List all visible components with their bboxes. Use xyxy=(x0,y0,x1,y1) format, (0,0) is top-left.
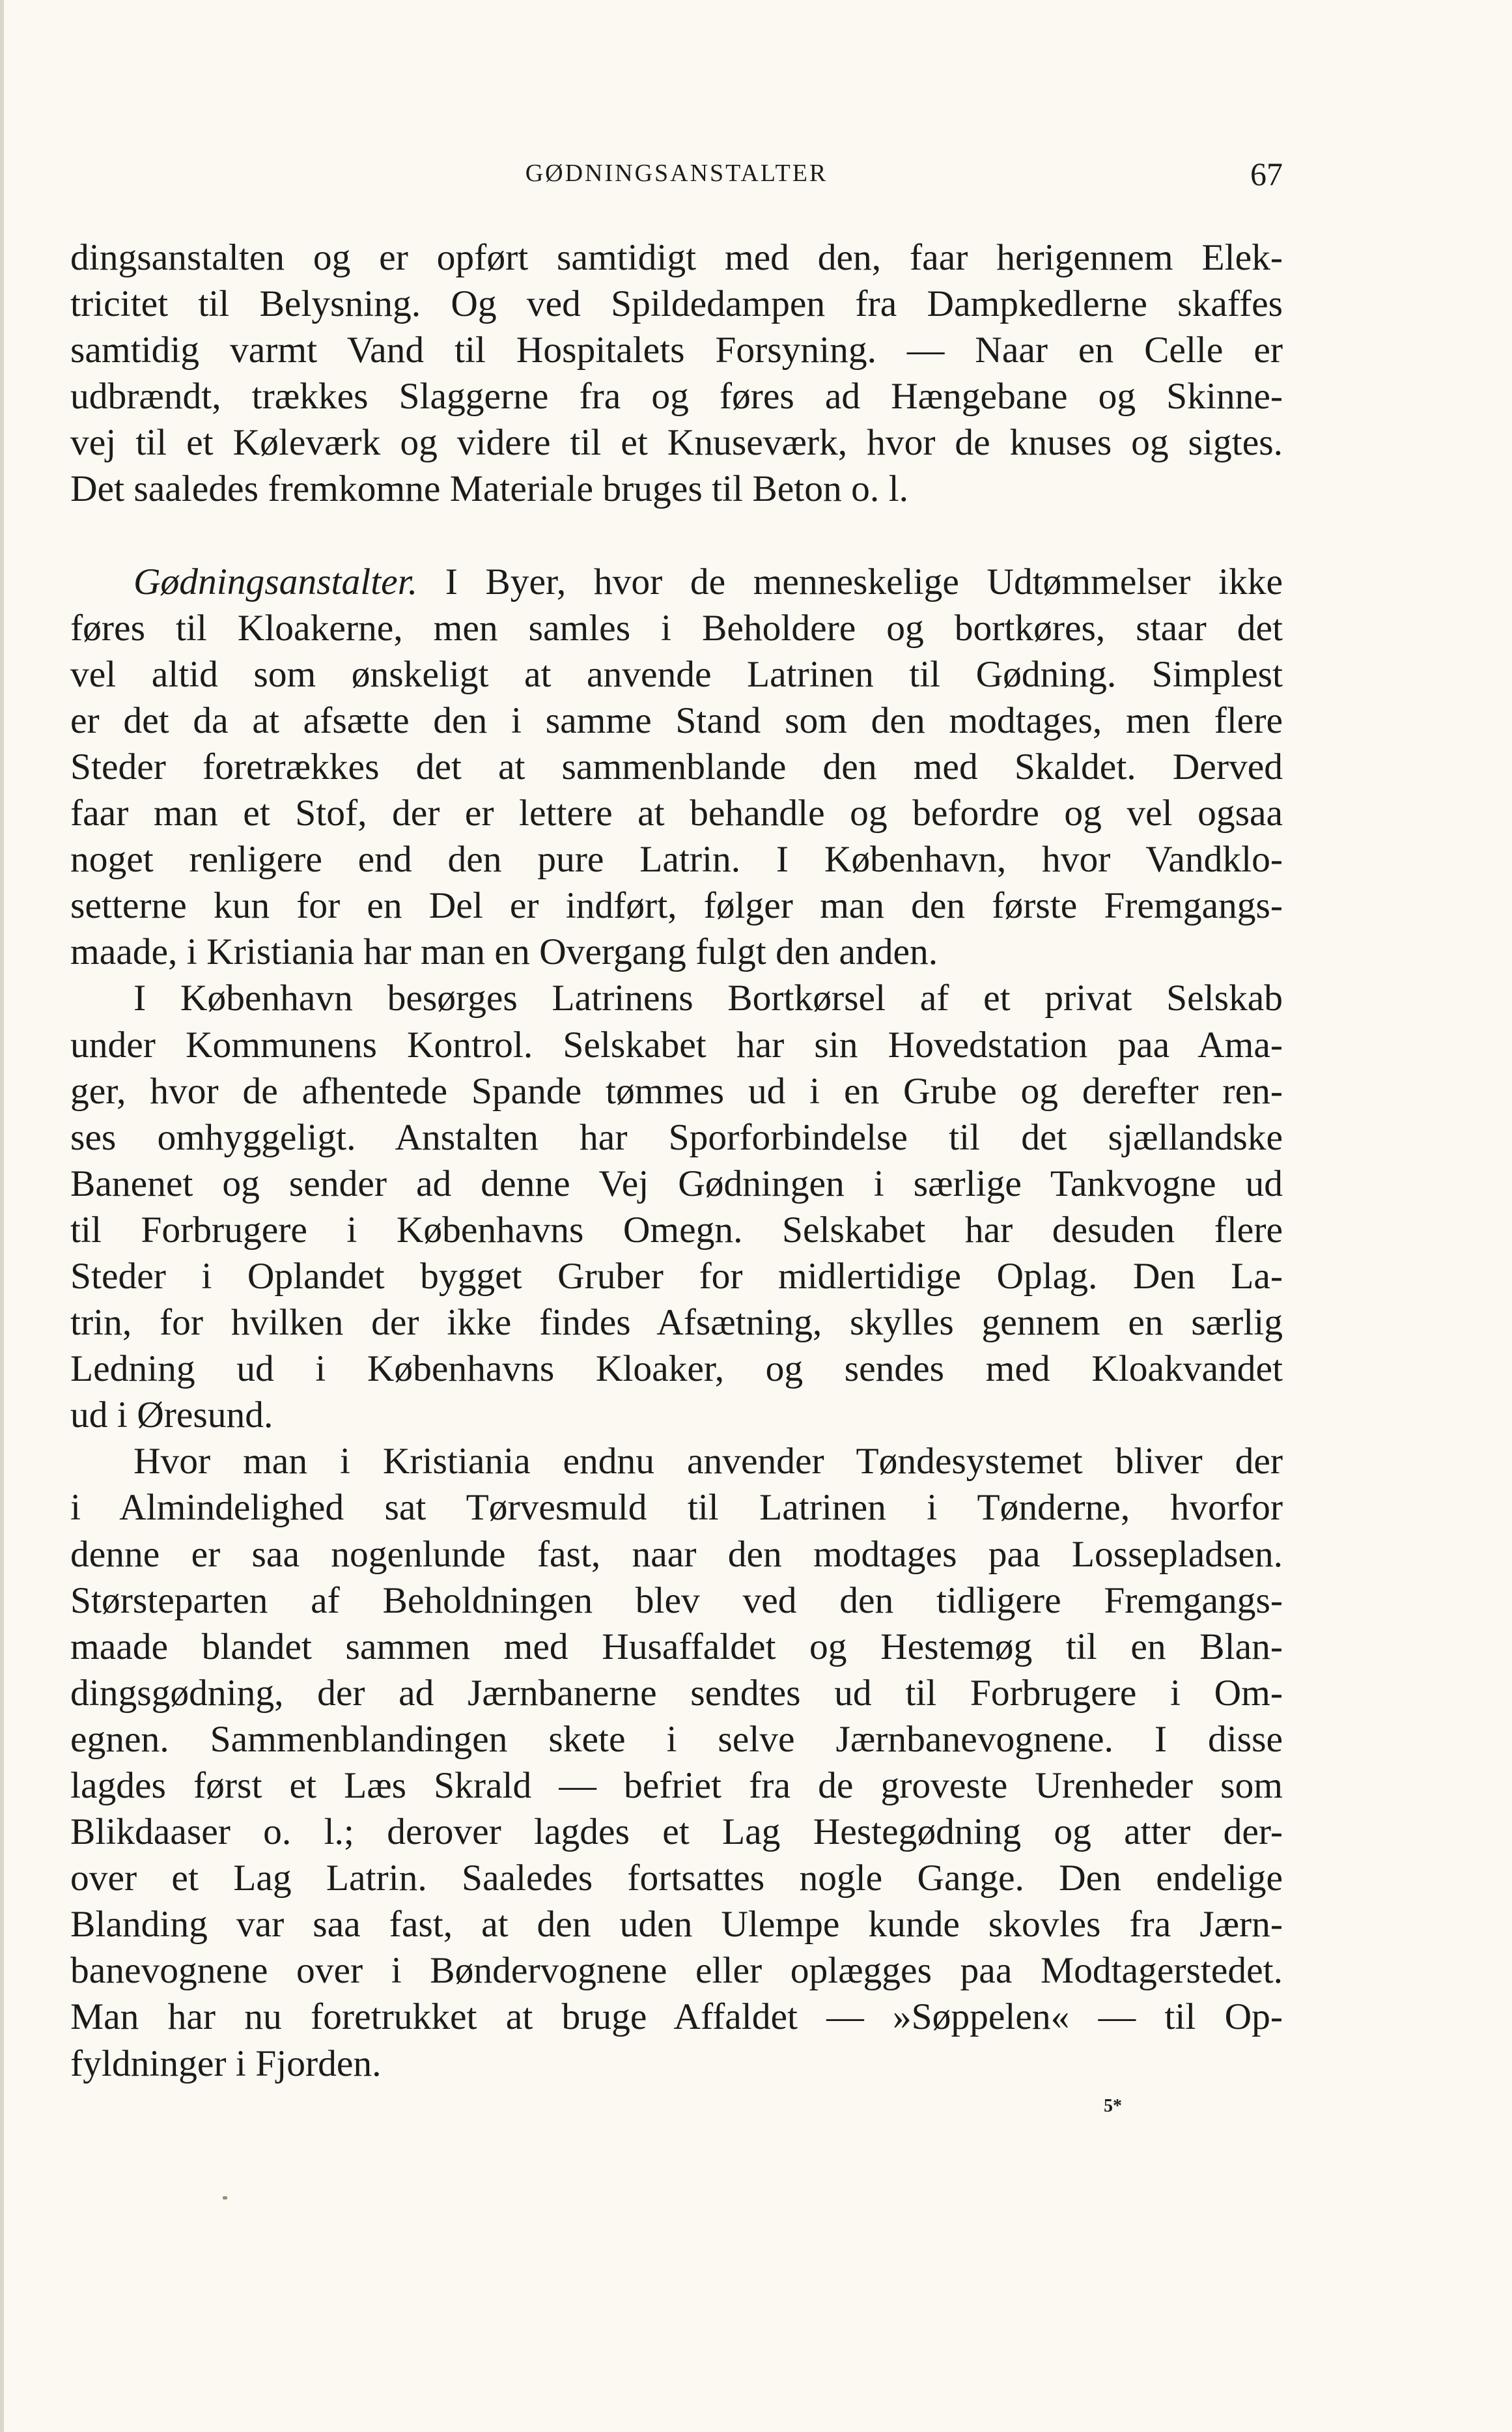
text-line: over et Lag Latrin. Saaledes fortsattes nogle Gange. Den endelige xyxy=(70,1858,1283,1899)
signature-mark: 5* xyxy=(1104,2096,1122,2116)
text-line: er det da at afsætte den i samme Stand som den modtages, men flere xyxy=(70,700,1283,741)
section-heading: Gødningsanstalter. xyxy=(133,561,418,602)
page-number: 67 xyxy=(1250,156,1283,192)
paper-speck xyxy=(223,2196,227,2199)
text-line: noget renligere end den pure Latrin. I København, hvor Vandklo- xyxy=(70,839,1283,881)
text-line: maade, i Kristiania har man en Overgang fulgt den anden. xyxy=(70,931,938,973)
text-line: Banenet og sender ad denne Vej Gødningen i særlige Tankvogne ud xyxy=(70,1163,1283,1204)
text-line: lagdes først et Læs Skrald — befriet fra de groveste Urenheder som xyxy=(70,1765,1283,1806)
text-line: Steder i Oplandet bygget Gruber for midlertidige Oplag. Den La- xyxy=(70,1255,1283,1297)
text-line: faar man et Stof, der er lettere at behandle og befordre og vel ogsaa xyxy=(70,793,1283,834)
text-line: i Almindelighed sat Tørvesmuld til Latrinen i Tønderne, hvorfor xyxy=(70,1487,1283,1529)
text-line: I København besørges Latrinens Bortkørsel af et privat Selskab xyxy=(133,978,1283,1019)
text-line-rest: I Byer, hvor de menneskelige Udtømmelser ikke xyxy=(445,561,1283,602)
text-line: under Kommunens Kontrol. Selskabet har sin Hovedstation paa Ama- xyxy=(70,1024,1283,1066)
text-line: Størsteparten af Beholdningen blev ved den tidligere Fremgangs- xyxy=(70,1579,1283,1621)
text-line: setterne kun for en Del er indført, følger man den første Fremgangs- xyxy=(70,885,1283,927)
text-line: Blikdaaser o. l.; derover lagdes et Lag Hestegødning og atter der- xyxy=(70,1811,1283,1853)
text-line: ses omhyggeligt. Anstalten har Sporforbindelse til det sjællandske xyxy=(70,1116,1283,1158)
text-line: føres til Kloakerne, men samles i Beholdere og bortkøres, staar det xyxy=(70,607,1283,649)
text-line: Ledning ud i Københavns Kloaker, og sendes med Kloakvandet xyxy=(70,1348,1283,1390)
text-line: denne er saa nogenlunde fast, naar den modtages paa Lossepladsen. xyxy=(70,1533,1283,1575)
text-line: vel altid som ønskeligt at anvende Latrinen til Gødning. Simplest xyxy=(70,653,1283,695)
text-line: dingsanstalten og er opført samtidigt med den, faar herigennem Elek- xyxy=(70,237,1283,278)
text-line: udbrændt, trækkes Slaggerne fra og føres ad Hængebane og Skinne- xyxy=(70,376,1283,417)
text-line: ger, hvor de afhentede Spande tømmes ud i en Grube og derefter ren- xyxy=(70,1070,1283,1112)
running-head: GØDNINGSANSTALTER xyxy=(525,160,828,187)
text-line: banevognene over i Bøndervognene eller oplægges paa Modtagerstedet. xyxy=(70,1950,1283,1992)
text-line: Hvor man i Kristiania endnu anvender Tøndesystemet bliver der xyxy=(133,1441,1283,1482)
body-text xyxy=(70,234,1283,2087)
text-line: fyldninger i Fjorden. xyxy=(70,2043,382,2084)
text-line xyxy=(70,559,1283,605)
text-line: Steder foretrækkes det at sammenblande den med Skaldet. Derved xyxy=(70,746,1283,787)
text-line: til Forbrugere i Københavns Omegn. Selskabet har desuden flere xyxy=(70,1209,1283,1251)
text-line: tricitet til Belysning. Og ved Spildedampen fra Dampkedlerne skaffes xyxy=(70,283,1283,325)
text-line: Blanding var saa fast, at den uden Ulempe kunde skovles fra Jærn- xyxy=(70,1904,1283,1945)
text-line: Det saaledes fremkomne Materiale bruges til Beton o. l. xyxy=(70,468,908,510)
text-line: ud i Øresund. xyxy=(70,1394,273,1436)
page-edge xyxy=(0,0,4,2432)
page-header xyxy=(70,156,1283,198)
text-line: Man har nu foretrukket at bruge Affaldet — »Søppelen« — til Op- xyxy=(70,1996,1283,2038)
text-line: egnen. Sammenblandingen skete i selve Jærnbanevognene. I disse xyxy=(70,1718,1283,1760)
text-line: trin, for hvilken der ikke findes Afsætning, skylles gennem en særlig xyxy=(70,1302,1283,1344)
text-line: dingsgødning, der ad Jærnbanerne sendtes ud til Forbrugere i Om- xyxy=(70,1672,1283,1714)
text-line: vej til et Køleværk og videre til et Knuseværk, hvor de knuses og sigtes. xyxy=(70,422,1283,464)
text-line: samtidig varmt Vand til Hospitalets Forsyning. — Naar en Celle er xyxy=(70,330,1283,371)
text-line: maade blandet sammen med Husaffaldet og Hestemøg til en Blan- xyxy=(70,1626,1283,1667)
paragraph-gap xyxy=(70,513,1283,559)
